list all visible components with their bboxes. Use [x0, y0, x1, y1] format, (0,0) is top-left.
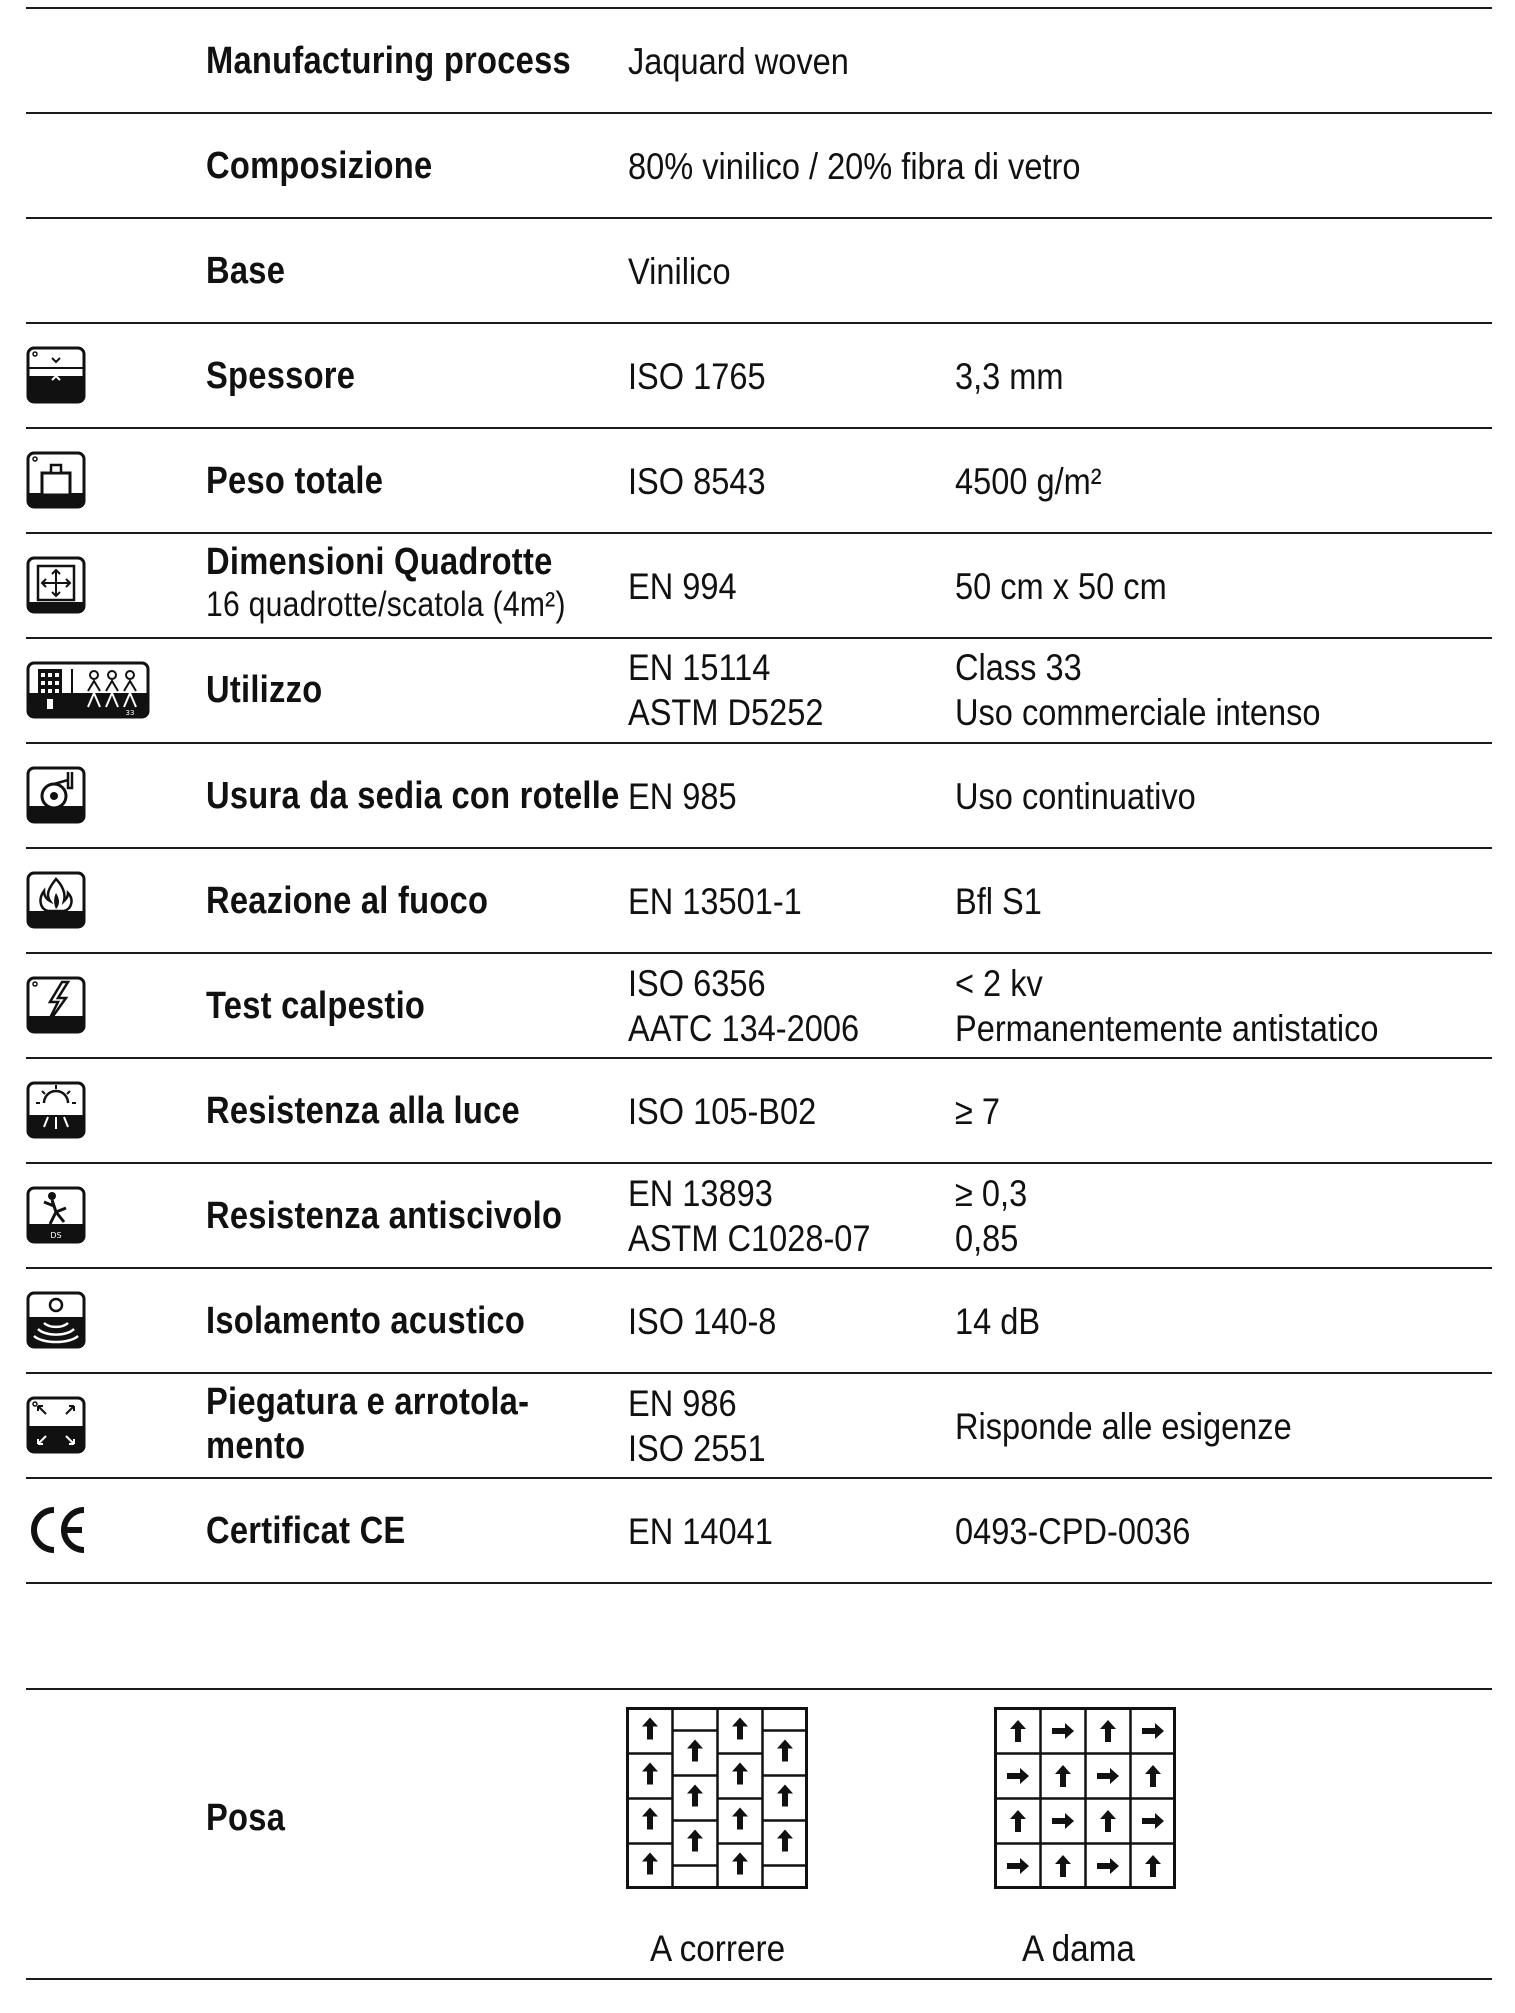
pattern-a-correre	[626, 1707, 808, 1894]
row-name-weight: Peso totale	[206, 460, 384, 502]
row-value-castor: Uso continuativo	[955, 776, 1196, 817]
row-std2-antistatic: AATC 134-2006	[628, 1008, 860, 1049]
row-std2-slip: ASTM C1028-07	[628, 1218, 871, 1259]
rule	[26, 532, 1492, 534]
row-std-light: ISO 105-B02	[628, 1091, 817, 1132]
pattern-a-dama-caption: A dama	[1022, 1928, 1135, 1969]
rule	[26, 427, 1492, 429]
row-value-weight: 4500 g/m²	[955, 461, 1102, 502]
rule	[26, 1477, 1492, 1479]
rule	[26, 112, 1492, 114]
row-std-ce: EN 14041	[628, 1511, 773, 1552]
row-std-bending: EN 986	[628, 1383, 737, 1424]
rule	[26, 322, 1492, 324]
row-value-manufacturing: Jaquard woven	[628, 41, 849, 82]
fire-icon	[26, 871, 86, 929]
row-name-dimensions-title: Dimensioni Quadrotte	[206, 541, 553, 583]
row-value-light: ≥ 7	[955, 1091, 1001, 1132]
row-std-acoustic: ISO 140-8	[628, 1301, 777, 1342]
row-std-castor: EN 985	[628, 776, 737, 817]
rule	[26, 847, 1492, 849]
ce-mark-icon	[26, 1504, 90, 1556]
row-value-acoustic: 14 dB	[955, 1301, 1041, 1342]
light-fastness-icon	[26, 1081, 86, 1139]
weight-icon	[26, 451, 86, 509]
row-name-bending-line1: Piegatura e arrotola-	[206, 1381, 530, 1423]
row-value-slip: ≥ 0,3	[955, 1173, 1028, 1214]
row-name-composition: Composizione	[206, 145, 433, 187]
row-std-antistatic: ISO 6356	[628, 963, 766, 1004]
bending-icon	[26, 1396, 86, 1454]
row-std-dimensions: EN 994	[628, 566, 737, 607]
row-name-ce: Certificat CE	[206, 1510, 406, 1552]
dimensions-icon	[26, 556, 86, 614]
row-name-castor: Usura da sedia con rotelle	[206, 775, 620, 817]
rule	[26, 1582, 1492, 1584]
row-name-dimensions-sub: 16 quadrotte/scatola (4m²)	[206, 585, 566, 624]
row-value-antistatic: < 2 kv	[955, 963, 1043, 1004]
row-name-light: Resistenza alla luce	[206, 1090, 520, 1132]
row-value-fire: Bfl S1	[955, 881, 1042, 922]
rule	[26, 1688, 1492, 1690]
row-name-base: Base	[206, 250, 286, 292]
row-name-fire: Reazione al fuoco	[206, 880, 489, 922]
posa-label: Posa	[206, 1797, 286, 1839]
usage-class-icon-label: 33	[125, 709, 135, 717]
rule	[26, 1162, 1492, 1164]
slip-resistance-icon	[26, 1186, 86, 1244]
row-value-bending: Risponde alle esigenze	[955, 1406, 1292, 1447]
row-name-bending-line2: mento	[206, 1425, 306, 1467]
row-value-composition: 80% vinilico / 20% fibra di vetro	[628, 146, 1081, 187]
row-std-thickness: ISO 1765	[628, 356, 766, 397]
row-std-weight: ISO 8543	[628, 461, 766, 502]
row-name-antistatic: Test calpestio	[206, 985, 426, 1027]
row-name-slip: Resistenza antiscivolo	[206, 1195, 563, 1237]
row-value2-slip: 0,85	[955, 1218, 1019, 1259]
row-value-dimensions: 50 cm x 50 cm	[955, 566, 1167, 607]
acoustic-icon	[26, 1291, 86, 1349]
rule	[26, 742, 1492, 744]
row-name-usage: Utilizzo	[206, 669, 323, 711]
rule	[26, 952, 1492, 954]
row-name-manufacturing: Manufacturing process	[206, 40, 571, 82]
castor-chair-icon	[26, 766, 86, 824]
rule	[26, 1978, 1492, 1980]
row-std-slip: EN 13893	[628, 1173, 773, 1214]
row-name-dimensions	[206, 540, 566, 626]
row-value-usage: Class 33	[955, 647, 1082, 688]
row-std2-bending: ISO 2551	[628, 1428, 766, 1469]
rule	[26, 637, 1492, 639]
row-value2-antistatic: Permanentemente antistatico	[955, 1008, 1379, 1049]
rule	[26, 1267, 1492, 1269]
antistatic-icon	[26, 976, 86, 1034]
rule	[26, 217, 1492, 219]
pattern-a-dama	[994, 1707, 1176, 1894]
row-name-thickness: Spessore	[206, 355, 356, 397]
row-std-fire: EN 13501-1	[628, 881, 802, 922]
rule	[26, 1057, 1492, 1059]
rule	[26, 1372, 1492, 1374]
usage-class-icon	[26, 661, 150, 719]
rule	[26, 7, 1492, 9]
row-name-bending	[206, 1380, 529, 1468]
row-std-usage: EN 15114	[628, 647, 771, 688]
pattern-a-correre-caption: A correre	[650, 1928, 786, 1969]
row-value-base: Vinilico	[628, 251, 731, 292]
thickness-icon	[26, 346, 86, 404]
row-value-ce: 0493-CPD-0036	[955, 1511, 1191, 1552]
row-value-thickness: 3,3 mm	[955, 356, 1064, 397]
row-value2-usage: Uso commerciale intenso	[955, 692, 1321, 733]
row-name-acoustic: Isolamento acustico	[206, 1300, 526, 1342]
slip-resistance-icon-label: DS	[50, 1231, 62, 1240]
row-std2-usage: ASTM D5252	[628, 692, 824, 733]
